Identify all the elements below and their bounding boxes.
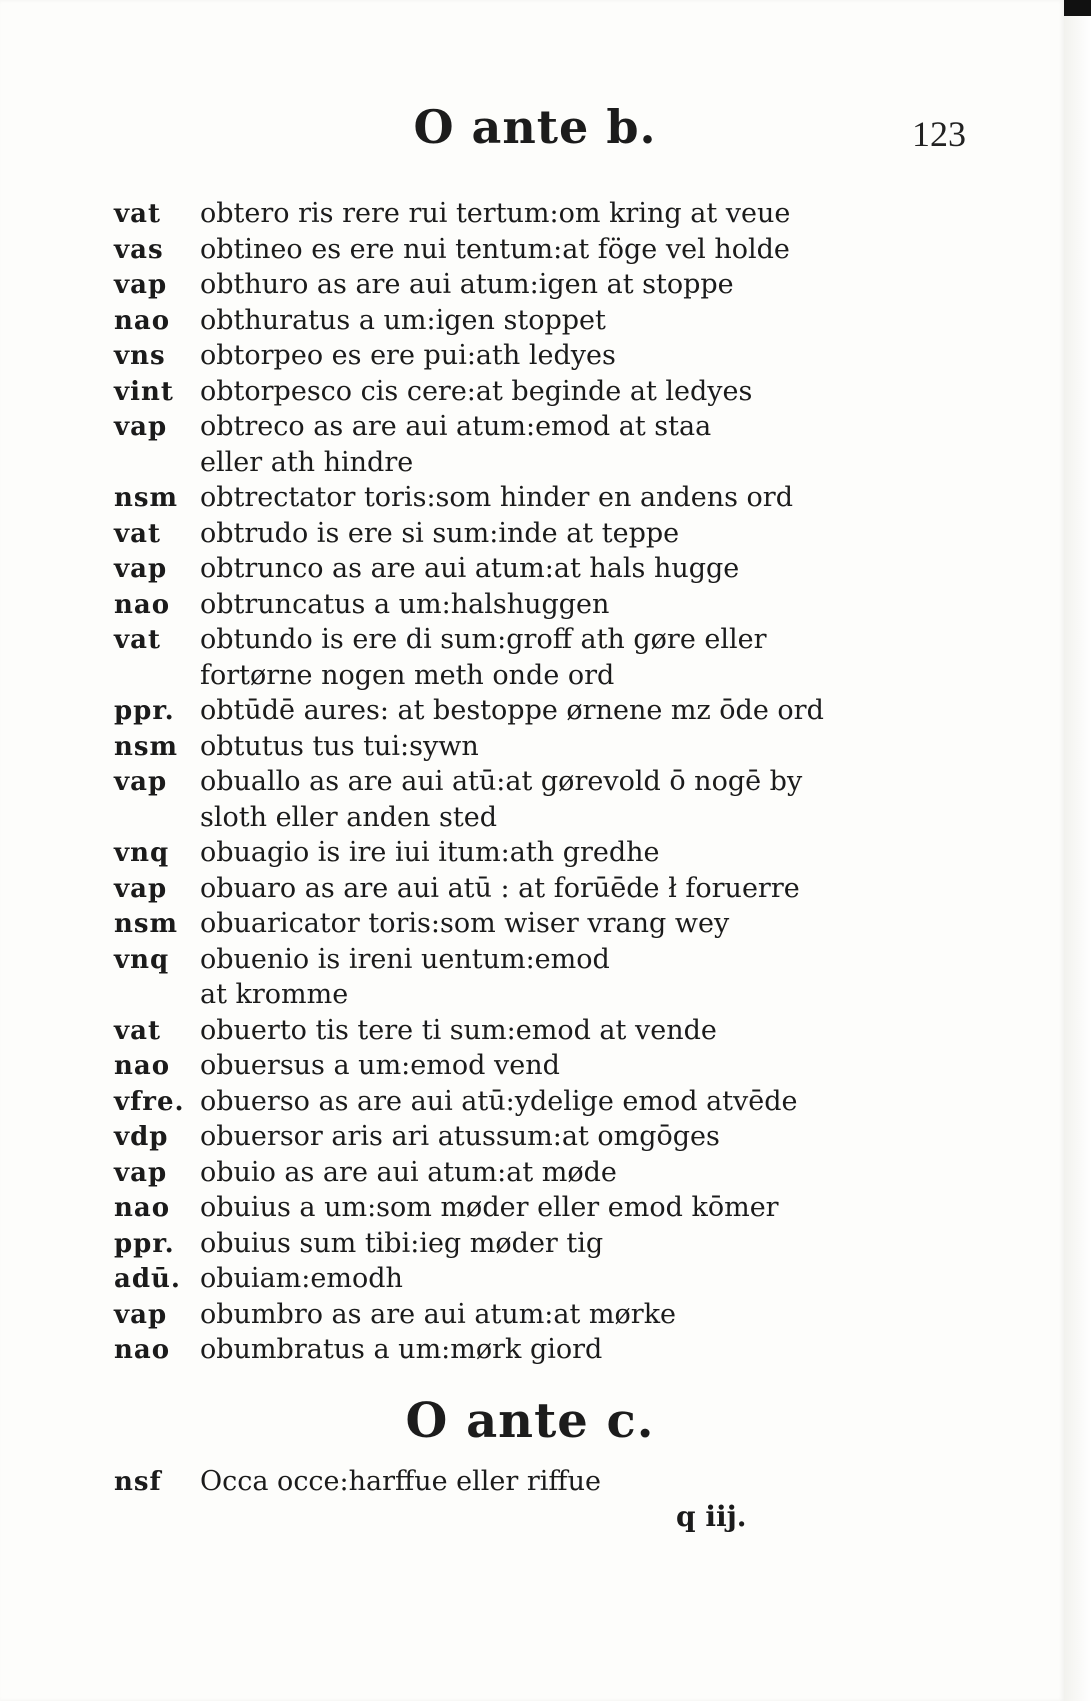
- entry-text: fortørne nogen meth onde ord: [200, 659, 615, 691]
- entry-grammar-tag: vnq: [114, 838, 170, 868]
- entry-grammar-tag: ppr.: [114, 696, 175, 726]
- dictionary-entry: [114, 1464, 601, 1500]
- entry-text: obuersus a um:emod vend: [200, 1050, 560, 1081]
- entry-text: at kromme: [200, 979, 349, 1010]
- entry-text: obtineo es ere nui tentum:at föge vel holde: [200, 233, 790, 265]
- entry-grammar-tag: nsm: [114, 483, 179, 513]
- entry-text: obtrunco as are aui atum:at hals hugge: [200, 553, 740, 584]
- entry-grammar-tag: vat: [114, 625, 161, 655]
- dictionary-entry: [114, 1013, 874, 1049]
- entry-text: obuio as are aui atum:at møde: [200, 1156, 617, 1188]
- entry-grammar-tag: vas: [114, 234, 164, 265]
- entry-text: obtorpesco cis cere:at beginde at ledyes: [200, 375, 753, 407]
- entry-text: Occa occe:harffue eller riffue: [200, 1466, 601, 1497]
- entry-text: obthuro as are aui atum:igen at stoppe: [200, 269, 734, 300]
- entry-text: obuius a um:som møder eller emod kōmer: [200, 1192, 779, 1223]
- entry-text: obuenio is ireni uentum:emod: [200, 943, 610, 975]
- entry-text: obtrectator toris:som hinder en andens ord: [200, 482, 793, 513]
- entry-grammar-tag: nao: [114, 589, 171, 620]
- entry-text: obtero ris rere rui tertum:om kring at veue: [200, 198, 791, 229]
- entry-text: obtreco as are aui atum:emod at staa: [200, 411, 712, 442]
- entry-text: eller ath hindre: [200, 446, 414, 478]
- dictionary-entry: [114, 622, 874, 658]
- entry-grammar-tag: vap: [114, 873, 168, 904]
- entry-grammar-tag: vat: [114, 1015, 161, 1046]
- entry-text: obuersor aris ari atussum:at omgōges: [200, 1121, 720, 1152]
- entry-text: obuerto tis tere ti sum:emod at vende: [200, 1014, 717, 1046]
- entry-text: obuallo as are aui atū:at gørevold ō nogē by: [200, 766, 803, 797]
- entry-grammar-tag: nsm: [114, 909, 179, 939]
- entry-text: obthuratus a um:igen stoppet: [200, 304, 606, 336]
- entry-grammar-tag: vap: [114, 1299, 168, 1330]
- entry-grammar-tag: nsm: [114, 731, 179, 762]
- entry-grammar-tag: nsf: [114, 1467, 162, 1497]
- entry-text: obuiam:emodh: [200, 1263, 403, 1294]
- entry-continuation: [114, 800, 874, 836]
- entry-text: obumbratus a um:mørk giord: [200, 1334, 603, 1365]
- catchword-signature: q iij.: [676, 1500, 747, 1533]
- entry-grammar-tag: vat: [114, 518, 161, 549]
- entry-text: obtruncatus a um:halshuggen: [200, 588, 610, 620]
- dictionary-entry: [114, 587, 874, 623]
- scan-edge-mark: [1064, 0, 1091, 16]
- entry-grammar-tag: vfre.: [114, 1086, 185, 1117]
- entry-continuation: [114, 658, 874, 694]
- entry-text: obtorpeo es ere pui:ath ledyes: [200, 340, 616, 371]
- entry-grammar-tag: vap: [114, 554, 168, 584]
- entry-grammar-tag: vap: [114, 270, 168, 300]
- dictionary-entry: [114, 693, 874, 729]
- dictionary-entry: [114, 1155, 874, 1191]
- dictionary-entry: [114, 374, 874, 410]
- dictionary-entry: [114, 516, 874, 552]
- dictionary-entry: [114, 338, 874, 374]
- dictionary-entry: [114, 1332, 874, 1368]
- dictionary-entry: [114, 1119, 874, 1155]
- entry-grammar-tag: vnq: [114, 944, 170, 975]
- entry-grammar-tag: vap: [114, 412, 168, 442]
- entry-text: obtundo is ere di sum:groff ath gøre eller: [200, 624, 767, 655]
- entry-grammar-tag: nao: [114, 1193, 171, 1223]
- entry-text: obuagio is ire iui itum:ath gredhe: [200, 837, 660, 868]
- entry-grammar-tag: vns: [114, 341, 166, 371]
- dictionary-entry: [114, 871, 874, 907]
- dictionary-entry: [114, 551, 874, 587]
- entry-text: obuaricator toris:som wiser vrang wey: [200, 908, 730, 939]
- entry-grammar-tag: vdp: [114, 1122, 169, 1152]
- entry-text: obtūdē aures: at bestoppe ørnene mz ōde ord: [200, 695, 824, 726]
- entry-grammar-tag: nao: [114, 1335, 171, 1365]
- dictionary-entry: [114, 835, 874, 871]
- dictionary-entry: [114, 480, 874, 516]
- entry-grammar-tag: adū.: [114, 1264, 181, 1294]
- dictionary-entry: [114, 729, 874, 765]
- dictionary-entry: [114, 409, 874, 445]
- dictionary-entries: [114, 196, 874, 1368]
- entry-grammar-tag: vap: [114, 1157, 168, 1188]
- entry-text: obuius sum tibi:ieg møder tig: [200, 1227, 604, 1259]
- entry-text: obumbro as are aui atum:at mørke: [200, 1298, 677, 1330]
- entry-grammar-tag: vat: [114, 199, 161, 229]
- entry-text: obtrudo is ere si sum:inde at teppe: [200, 517, 680, 549]
- dictionary-entry: [114, 1297, 874, 1333]
- dictionary-entry: [114, 303, 874, 339]
- dictionary-entry: [114, 1048, 874, 1084]
- dictionary-entry: [114, 764, 874, 800]
- page-number: 123: [912, 114, 966, 154]
- dictionary-entry: [114, 232, 874, 268]
- entry-grammar-tag: vap: [114, 767, 168, 797]
- dictionary-entry: [114, 942, 874, 978]
- dictionary-entry: [114, 1190, 874, 1226]
- dictionary-entry: [114, 1084, 874, 1120]
- entry-text: obuaro as are aui atū : at forūēde ł foruerre: [200, 872, 800, 904]
- entry-text: sloth eller anden sted: [200, 801, 497, 833]
- entry-text: obuerso as are aui atū:ydelige emod atvēde: [200, 1085, 798, 1117]
- entry-text: obtutus tus tui:sywn: [200, 730, 479, 762]
- entry-continuation: [114, 977, 874, 1013]
- dictionary-entry: [114, 196, 874, 232]
- scan-edge-margin: [1064, 16, 1091, 1701]
- section-heading: O ante c.: [405, 1393, 655, 1449]
- page-heading: O ante b.: [413, 100, 657, 154]
- dictionary-entry: [114, 1261, 874, 1297]
- entry-grammar-tag: ppr.: [114, 1228, 175, 1259]
- dictionary-entry: [114, 267, 874, 303]
- dictionary-entry: [114, 1226, 874, 1262]
- entry-grammar-tag: nao: [114, 305, 171, 336]
- entry-grammar-tag: nao: [114, 1051, 171, 1081]
- entry-grammar-tag: vint: [114, 376, 174, 407]
- dictionary-entry: [114, 906, 874, 942]
- entry-continuation: [114, 445, 874, 481]
